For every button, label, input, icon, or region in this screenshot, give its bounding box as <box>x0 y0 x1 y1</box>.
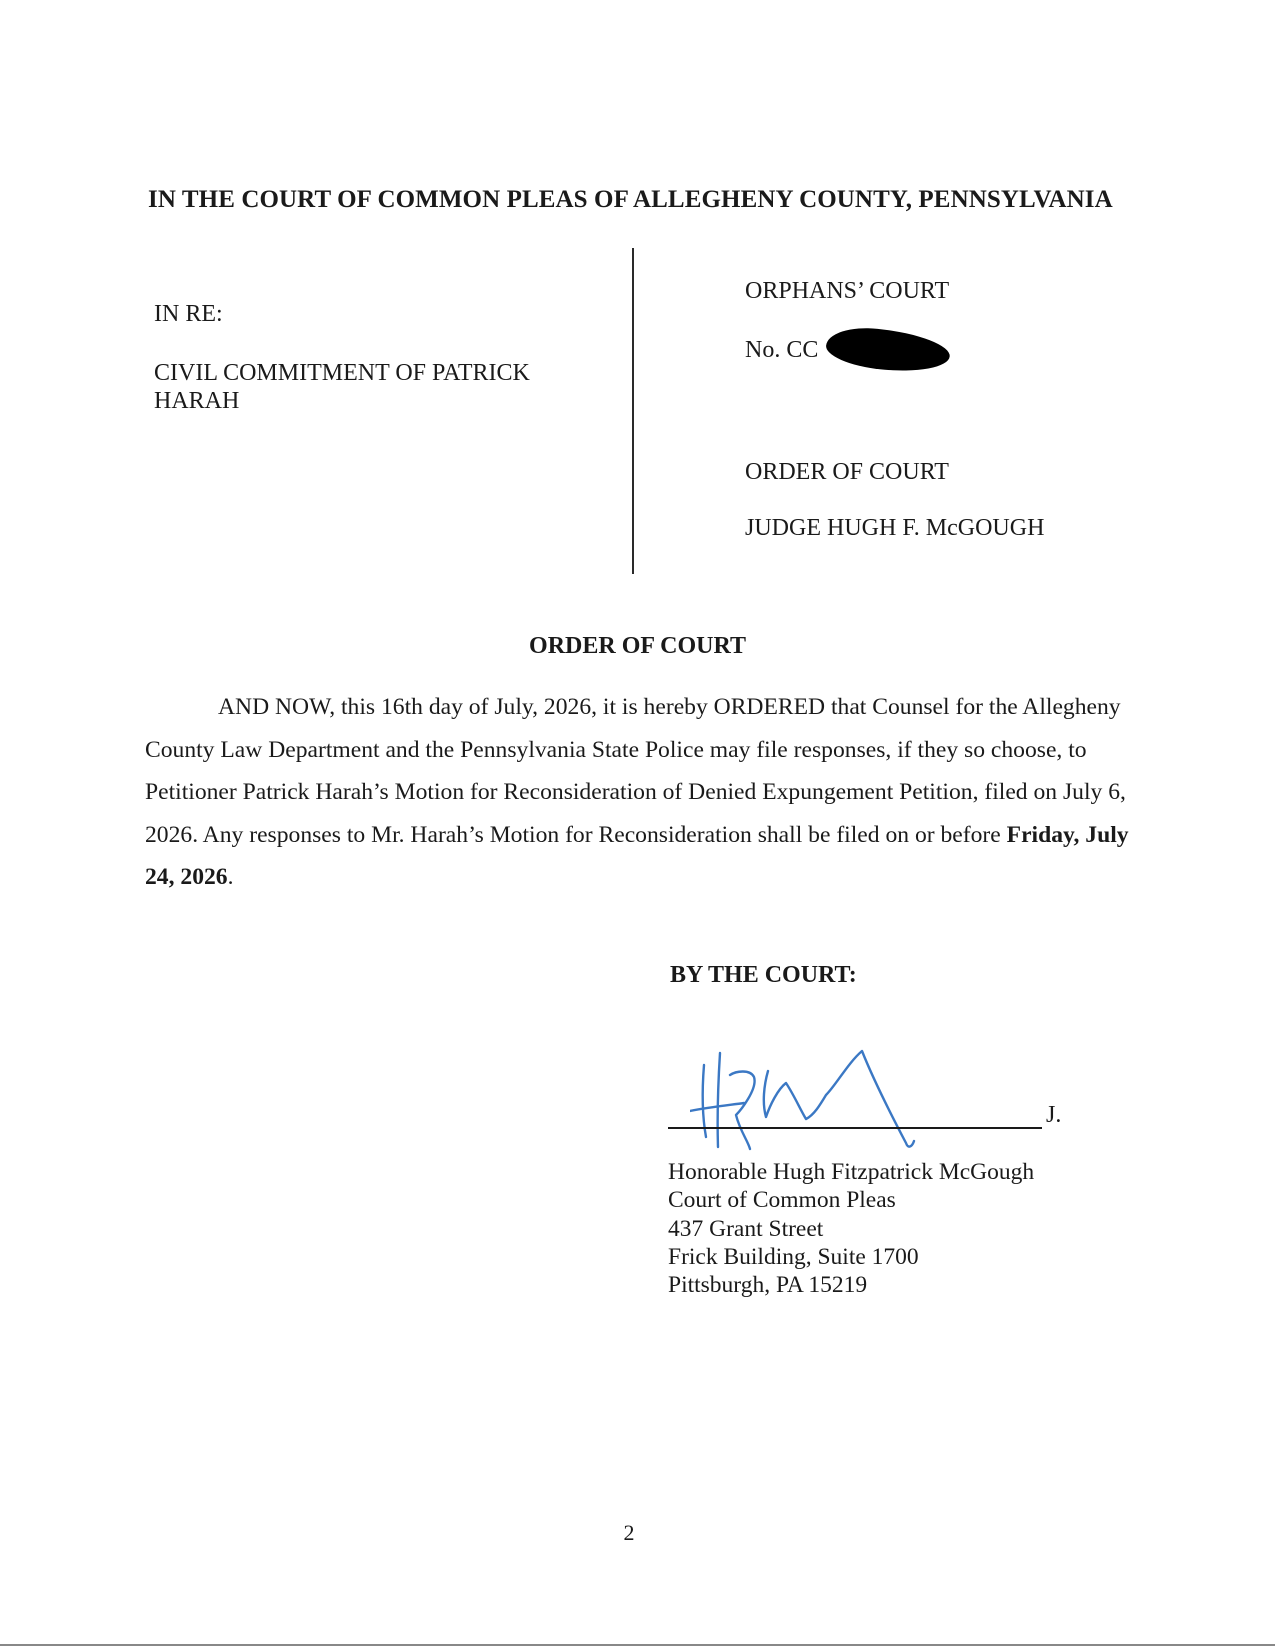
page-number: 2 <box>623 1520 635 1545</box>
signature-line <box>668 1127 1042 1129</box>
scan-bottom-edge <box>0 1644 1275 1646</box>
address-line-building: Frick Building, Suite 1700 <box>668 1243 919 1270</box>
division-label: ORPHANS’ COURT <box>745 278 950 304</box>
address-line-court: Court of Common Pleas <box>668 1187 896 1214</box>
judge-signature <box>690 1045 960 1155</box>
by-the-court-label: BY THE COURT: <box>670 962 857 988</box>
document-type-label: ORDER OF COURT <box>745 459 949 485</box>
matter-title-line1: CIVIL COMMITMENT OF PATRICK <box>154 360 530 386</box>
redaction-mark <box>824 324 952 377</box>
order-body-end: . <box>227 864 234 890</box>
response-deadline: Friday, July 24, 2026 <box>145 821 1129 890</box>
order-body-text: AND NOW, this 16th day of July, 2026, it is hereby ORDERED that Counsel for the Allegheny County Law Department and the Pennsylvania State Police may file responses, if they so choose, to Petitioner Patrick Harah’s Motion for Reconsideration of Denied Expungement Petition, filed on July 6, 2026. Any responses to Mr. Harah’s Motion for Reconsideration shall be filed on or before <box>145 694 1126 848</box>
address-line-street: 437 Grant Street <box>668 1215 824 1242</box>
judge-label: JUDGE HUGH F. McGOUGH <box>745 515 1045 541</box>
matter-title-line2: HARAH <box>154 388 240 414</box>
judge-address <box>668 1158 1034 1299</box>
address-line-name: Honorable Hugh Fitzpatrick McGough <box>668 1159 1035 1185</box>
order-body <box>145 686 1130 899</box>
in-re-label: IN RE: <box>154 301 223 327</box>
case-number: No. CC <box>745 337 819 363</box>
caption-divider <box>632 248 634 574</box>
judge-suffix: J. <box>1046 1102 1062 1128</box>
address-line-city: Pittsburgh, PA 15219 <box>668 1272 868 1299</box>
court-heading: IN THE COURT OF COMMON PLEAS OF ALLEGHENY COUNTY, PENNSYLVANIA <box>148 186 1113 213</box>
order-title: ORDER OF COURT <box>529 633 746 659</box>
